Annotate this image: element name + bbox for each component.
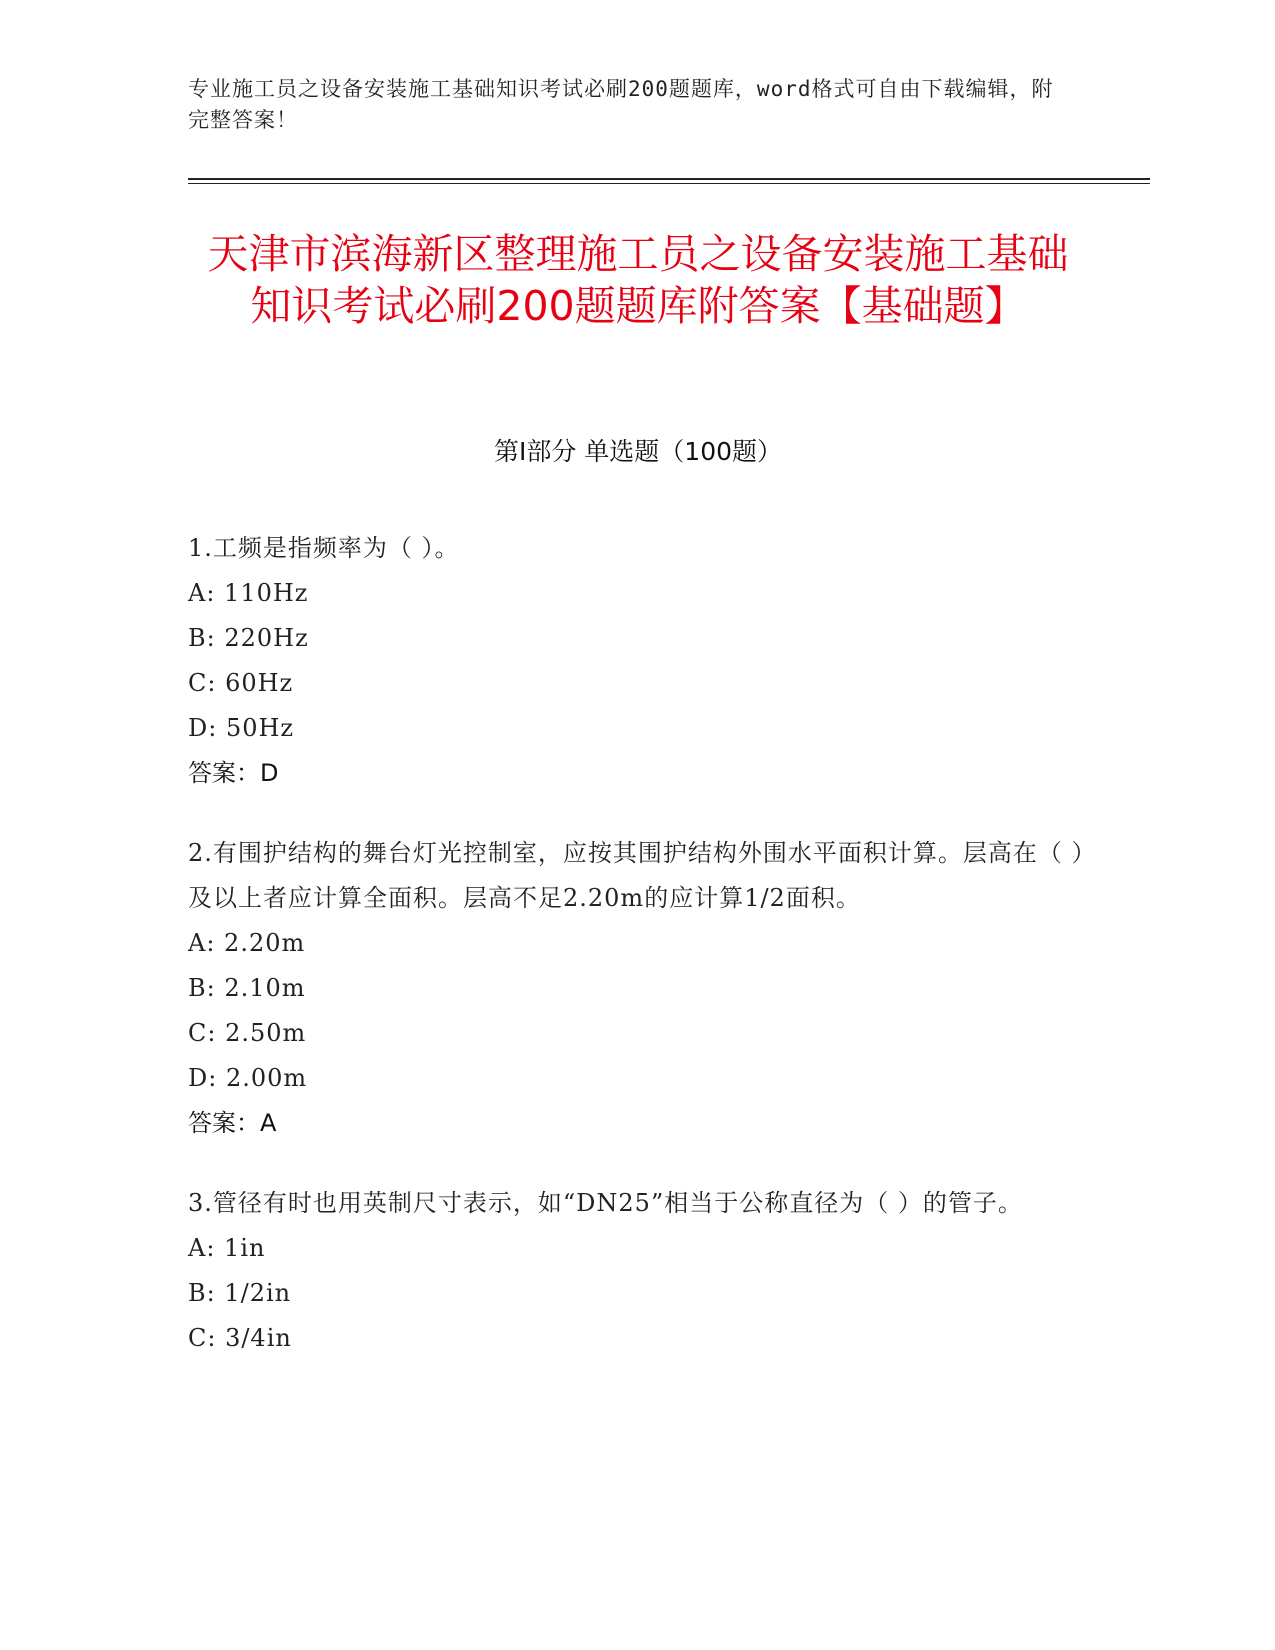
option-c: C: 3/4in — [188, 1324, 292, 1352]
question-stem: 2.有围护结构的舞台灯光控制室，应按其围护结构外围水平面积计算。层高在（ ）及以上者应计算全面积。层高不足2.20m的应计算1/2面积。 — [188, 839, 1085, 912]
document-title: 天津市滨海新区整理施工员之设备安装施工基础知识考试必刷200题题库附答案【基础题】 — [207, 230, 1069, 330]
question-1 — [188, 526, 1088, 796]
option-c: C: 2.50m — [188, 1019, 307, 1047]
question-3 — [188, 1181, 1088, 1361]
option-b: B: 1/2in — [188, 1279, 292, 1307]
option-a: A: 110Hz — [188, 579, 309, 607]
option-b: B: 2.10m — [188, 974, 306, 1002]
question-list — [188, 526, 1088, 1396]
option-b: B: 220Hz — [188, 624, 309, 652]
question-stem: 3.管径有时也用英制尺寸表示，如“DN25”相当于公称直径为（ ）的管子。 — [188, 1189, 1023, 1217]
header-divider-thin — [188, 183, 1150, 184]
option-a: A: 1in — [188, 1234, 266, 1262]
option-d: D: 2.00m — [188, 1064, 308, 1092]
question-stem: 1.工频是指频率为（ ）。 — [188, 534, 460, 562]
option-d: D: 50Hz — [188, 714, 295, 742]
header-divider-thick — [188, 178, 1150, 180]
section-title: 第I部分 单选题（100题） — [493, 437, 783, 466]
header-note: 专业施工员之设备安装施工基础知识考试必刷200题题库，word格式可自由下载编辑，附完整答案！ — [188, 77, 1054, 132]
question-2 — [188, 831, 1088, 1146]
option-c: C: 60Hz — [188, 669, 294, 697]
answer: 答案：A — [188, 1109, 277, 1137]
option-a: A: 2.20m — [188, 929, 306, 957]
answer: 答案：D — [188, 759, 279, 787]
